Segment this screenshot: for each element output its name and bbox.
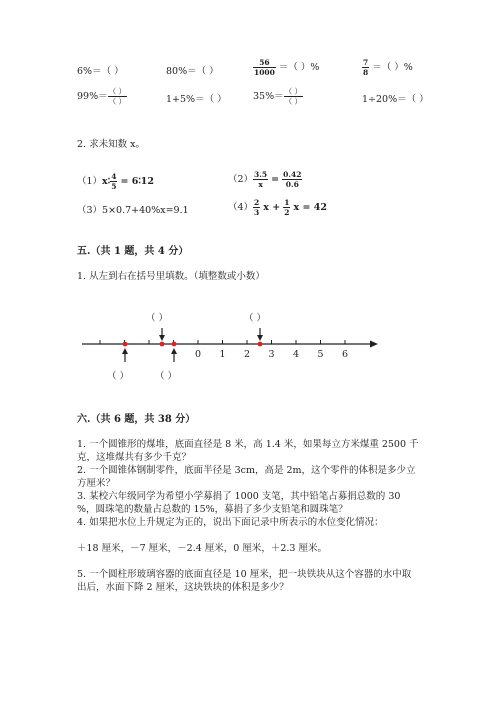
axis-arrowhead xyxy=(370,341,378,348)
equation-1: （1）x∶ $\frac{4}{5}$ = 6∶12 xyxy=(77,172,155,191)
down-arrow-icon xyxy=(159,335,165,341)
fraction: $\frac{3.5}{x}$ xyxy=(254,170,268,189)
calc-r1-c: $\frac{56}{1000}$ ＝（ ）% xyxy=(254,58,320,77)
calc-r2-a: 99%＝ $\frac{( )}{( )}$ xyxy=(77,87,127,106)
blank-top-1: （ ） xyxy=(146,313,169,324)
calc-r1-d: $\frac{7}{8}$ ＝（ ）% xyxy=(363,58,413,77)
tick-label: 5 xyxy=(317,349,324,360)
s6-line-1: 1. 一个圆锥形的煤堆，底面直径是 8 米，高 1.4 米，如果每立方米煤重 2500 千 xyxy=(77,439,419,450)
fraction: $\frac{( )}{( )}$ xyxy=(108,87,127,106)
s6-line-6: %，圆珠笔的数量占总数的 15%，募捐了多少支铅笔和圆珠笔？ xyxy=(77,504,348,515)
equation-4: （4） $\frac{2}{3}$ x + $\frac{1}{2}$ x = 42 xyxy=(228,198,327,217)
fraction: $\frac{( )}{( )}$ xyxy=(284,87,303,106)
fraction: $\frac{7}{8}$ xyxy=(363,58,369,77)
fraction: $\frac{2}{3}$ xyxy=(254,198,260,217)
fraction: $\frac{4}{5}$ xyxy=(111,172,117,191)
s6-line-7: 4. 如果把水位上升规定为正的，说出下面记录中所表示的水位变化情况： xyxy=(77,517,384,528)
s6-line-8: ＋18 厘米，－7 厘米，－2.4 厘米，0 厘米，＋2.3 厘米。 xyxy=(77,543,327,554)
calc-r1-b: 80%＝（ ） xyxy=(166,66,219,77)
blank-bottom-1: （ ） xyxy=(107,371,130,382)
section5-heading: 五.（共 1 题，共 4 分） xyxy=(77,246,189,257)
tick-label: 2 xyxy=(243,349,251,360)
tick-label-group xyxy=(195,349,348,360)
point-marker-4 xyxy=(258,342,263,347)
s6-line-5: 3. 某校六年级同学为希望小学募捐了 1000 支笔，其中铅笔占募捐总数的 30 xyxy=(77,491,401,502)
s6-line-2: 克，这堆煤共有多少千克？ xyxy=(77,452,192,463)
number-line xyxy=(0,300,500,390)
s6-line-9: 5. 一个圆柱形玻璃容器的底面直径是 10 厘米，把一块铁块从这个容器的水中取 xyxy=(77,569,412,580)
calc-r2-c: 35%＝ $\frac{( )}{( )}$ xyxy=(253,87,303,106)
section5-q1: 1. 从左到右在括号里填数。（填整数或小数） xyxy=(77,271,265,282)
section6-heading: 六.（共 6 题，共 38 分） xyxy=(77,414,196,425)
equation-3: （3）5×0.7+40%x=9.1 xyxy=(77,205,189,216)
tick-label: 1 xyxy=(219,349,226,360)
s6-line-10: 出后，水面下降 2 厘米，这块铁块的体积是多少？ xyxy=(77,582,289,593)
calc-r2-b: 1+5%＝（ ） xyxy=(166,94,227,105)
point-marker-1 xyxy=(123,342,128,347)
tick-label: 6 xyxy=(341,349,349,360)
point-marker-2 xyxy=(160,342,165,347)
tick-label: 4 xyxy=(292,349,300,360)
fraction: $\frac{1}{2}$ xyxy=(284,198,290,217)
calc-r1-a: 6%＝（ ） xyxy=(77,66,124,77)
tick-group xyxy=(100,340,345,344)
equation-2: （2） $\frac{3.5}{x}$ = $\frac{0.42}{0.6}$ xyxy=(228,170,302,189)
point-marker-3 xyxy=(172,342,177,347)
tick-label: 0 xyxy=(194,349,202,360)
s6-line-4: 方厘米？ xyxy=(77,478,116,489)
q2-title: 2. 求未知数 x。 xyxy=(77,139,145,150)
up-arrow-icon xyxy=(122,348,128,354)
blank-top-2: （ ） xyxy=(244,313,267,324)
s6-line-3: 2. 一个圆锥体钢制零件，底面半径是 3cm，高是 2m，这个零件的体积是多少立 xyxy=(77,465,416,476)
blank-bottom-2: （ ） xyxy=(155,371,178,382)
tick-label: 3 xyxy=(268,349,275,360)
fraction: $\frac{0.42}{0.6}$ xyxy=(283,170,302,189)
down-arrow-icon xyxy=(257,335,263,341)
fraction: $\frac{56}{1000}$ xyxy=(254,58,275,77)
up-arrow-icon xyxy=(171,348,177,354)
calc-r2-d: 1÷20%＝（ ） xyxy=(362,94,429,105)
